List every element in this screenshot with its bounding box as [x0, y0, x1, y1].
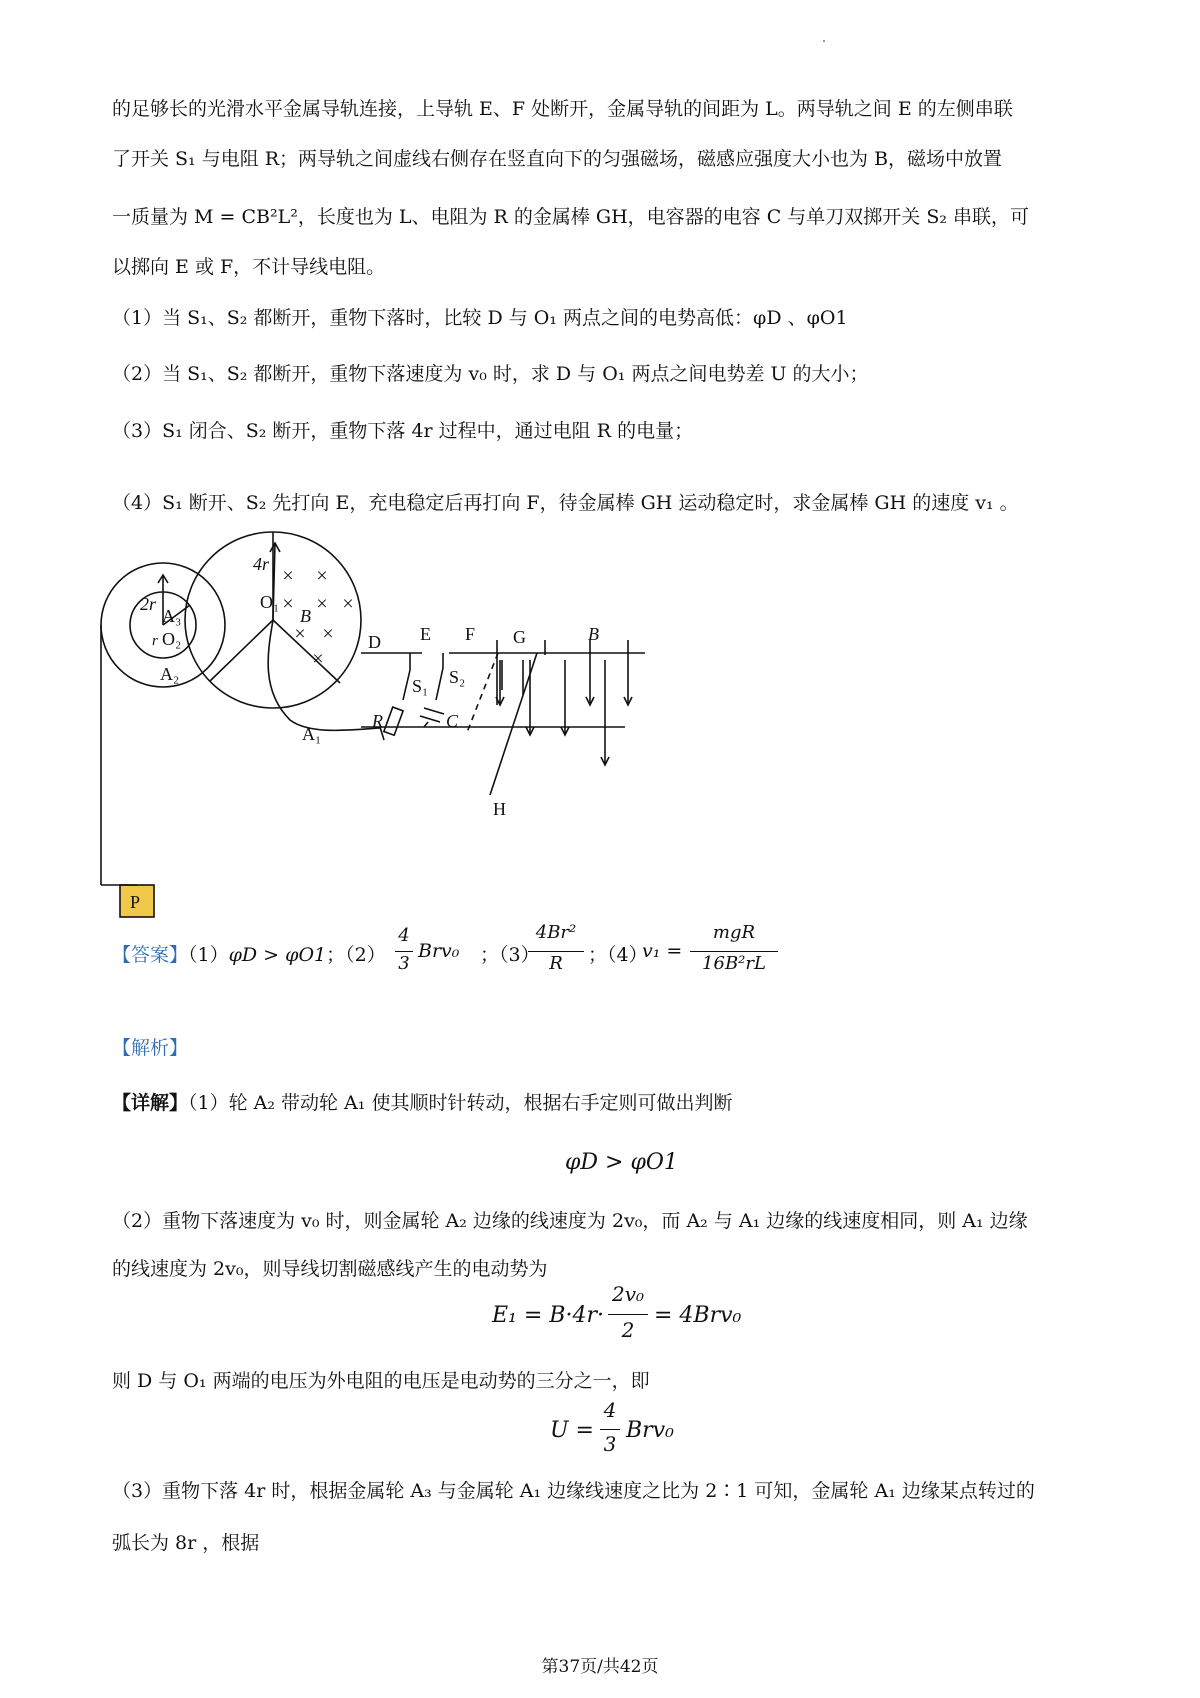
detail-line-2: （2）重物下落速度为 v₀ 时，则金属轮 A₂ 边缘的线速度为 2v₀，而 A₂ 与 A₁ 边缘的线速度相同，则 A₁ 边缘 [112, 1210, 1028, 1232]
equation-3-bar [600, 1429, 620, 1430]
label-resistor: R [372, 711, 383, 731]
svg-text:×: × [282, 565, 294, 587]
label-a3: A₃ [162, 606, 182, 626]
label-r: r [152, 633, 158, 649]
equation-3-rhs: Brv₀ [626, 1418, 674, 1443]
question-4: （4）S₁ 断开、S₂ 先打向 E，充电稳定后再打向 F，待金属棒 GH 运动稳定时，求金属棒 GH 的速度 v₁ 。 [112, 492, 1019, 514]
detail-text-1: （1）轮 A₂ 带动轮 A₁ 使其顺时针转动，根据右手定则可做出判断 [188, 1092, 733, 1114]
label-o2: O₂ [162, 629, 182, 649]
answer-2-rest: Brv₀ [418, 940, 460, 962]
label-2r: 2r [140, 594, 157, 614]
problem-line-1: 的足够长的光滑水平金属导轨连接，上导轨 E、F 处断开，金属导轨的间距为 L。两导轨之间 E 的左侧串联 [112, 98, 1013, 120]
label-4r: 4r [253, 554, 270, 574]
label-g: G [513, 627, 526, 647]
answer-3-num: 4Br² [535, 922, 577, 943]
answer-2-label: ；（2） [326, 944, 386, 966]
svg-text:×: × [294, 623, 306, 645]
label-e: E [420, 624, 431, 644]
answer-4-label: ；（4） [588, 944, 648, 966]
answer-2-bar [395, 951, 413, 952]
svg-text:×: × [342, 593, 354, 615]
problem-line-4: 以掷向 E 或 F，不计导线电阻。 [112, 256, 386, 278]
answer-4-num: mgR [712, 922, 756, 943]
label-a2: A₂ [160, 664, 180, 684]
answer-1-label: （1） [188, 944, 229, 966]
label-h: H [493, 799, 506, 819]
field-arrows [496, 640, 632, 765]
svg-text:×: × [322, 623, 334, 645]
answer-3-label: ；（3） [480, 944, 540, 966]
label-b-field: B [588, 624, 599, 644]
equation-3-num: 4 [603, 1398, 617, 1422]
svg-text:×: × [316, 593, 328, 615]
analysis-tag: 【解析】 [112, 1037, 189, 1059]
equation-2-lhs: E₁ = B·4r· [492, 1303, 604, 1328]
magnetic-crosses [282, 565, 353, 670]
answer-1: φD > φO1 [228, 944, 327, 966]
label-b-wheel: B [300, 606, 311, 626]
label-p: P [130, 892, 141, 912]
answer-4-bar [690, 951, 778, 952]
detail-tag: 【详解】 [112, 1092, 189, 1114]
label-f: F [465, 624, 476, 644]
page-footer: 第37页/共42页 [541, 1657, 659, 1677]
detail-line-1 [112, 1090, 732, 1116]
answer-tag: 【答案】 [112, 944, 189, 966]
label-capacitor: C [446, 711, 459, 731]
problem-line-3: 一质量为 M = CB²L²，长度也为 L、电阻为 R 的金属棒 GH，电容器的电容 C 与单刀双掷开关 S₂ 串联，可 [112, 206, 1030, 228]
label-s2: S₂ [449, 667, 466, 687]
answer-line [112, 940, 386, 967]
label-a1: A₁ [302, 724, 322, 744]
problem-line-2: 了开关 S₁ 与电阻 R；两导轨之间虚线右侧存在竖直向下的匀强磁场，磁感应强度大小也为 B，磁场中放置 [112, 148, 1003, 170]
label-d: D [368, 632, 381, 652]
detail-line-4: 则 D 与 O₁ 两端的电压为外电阻的电压是电动势的三分之一，即 [112, 1370, 650, 1392]
equation-3-lhs: U = [550, 1418, 594, 1443]
question-2: （2）当 S₁、S₂ 都断开，重物下落速度为 v₀ 时，求 D 与 O₁ 两点之间电势差 U 的大小； [112, 363, 869, 385]
answer-2-den: 3 [398, 953, 410, 974]
label-s1: S₁ [412, 676, 429, 696]
answer-2-num: 4 [398, 925, 410, 946]
answer-3-bar [528, 951, 584, 952]
question-1: （1）当 S₁、S₂ 都断开，重物下落时，比较 D 与 O₁ 两点之间的电势高低：φD 、φO1 [112, 307, 848, 329]
svg-text:×: × [312, 648, 324, 670]
answer-3-den: R [549, 953, 563, 974]
answer-4-den: 16B²rL [702, 953, 766, 974]
equation-2-num: 2v₀ [611, 1282, 645, 1306]
svg-text:×: × [316, 565, 328, 587]
equation-2-bar [608, 1314, 648, 1315]
equation-1: φD > φO1 [565, 1150, 678, 1175]
label-o1: O₁ [260, 592, 280, 612]
svg-text:×: × [282, 593, 294, 615]
equation-2-rhs: = 4Brv₀ [654, 1303, 742, 1328]
question-3: （3）S₁ 闭合、S₂ 断开，重物下落 4r 过程中，通过电阻 R 的电量； [112, 420, 694, 442]
equation-2-den: 2 [621, 1318, 635, 1342]
detail-line-5: （3）重物下落 4r 时，根据金属轮 A₃ 与金属轮 A₁ 边缘线速度之比为 2∶1 可知，金属轮 A₁ 边缘某点转过的 [112, 1480, 1035, 1502]
equation-3-den: 3 [603, 1432, 617, 1456]
detail-line-3: 的线速度为 2v₀，则导线切割磁感线产生的电动势为 [112, 1258, 548, 1280]
answer-4-lhs: v₁ = [642, 940, 683, 962]
detail-line-6: 弧长为 8r ，根据 [112, 1532, 260, 1554]
